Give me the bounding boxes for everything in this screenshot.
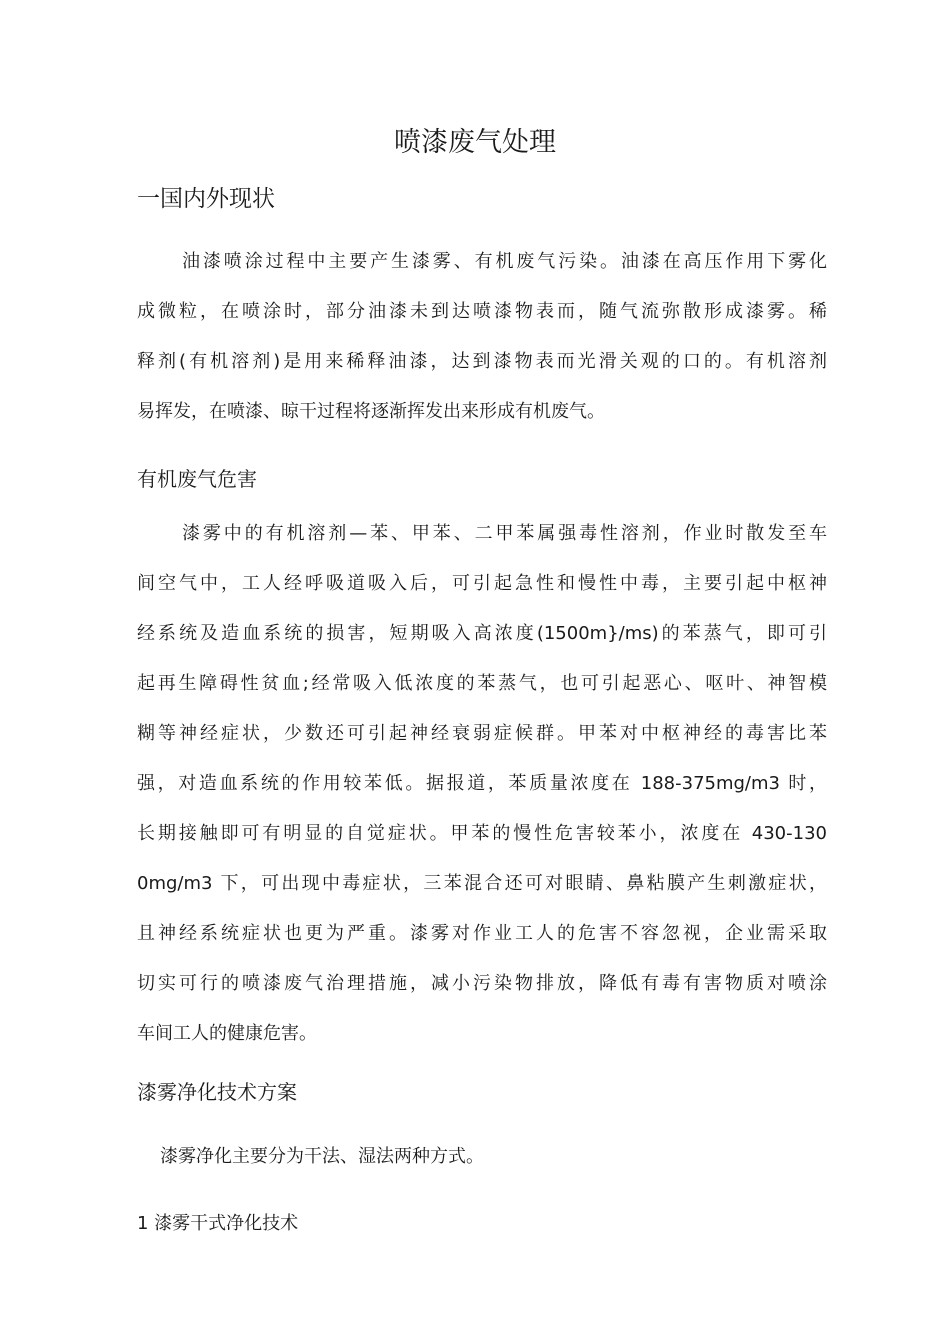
section-heading-purification: 漆雾净化技术方案: [137, 1080, 297, 1104]
paragraph-line: 0mg/m3 下，可出现中毒症状，三苯混合还可对眼睛、鼻粘膜产生刺激症状，: [137, 873, 827, 894]
paragraph-line: 成微粒，在喷涂时，部分油漆未到达喷漆物表而，随气流弥散形成漆雾。稀: [137, 301, 827, 322]
paragraph-line: 切实可行的喷漆废气治理措施，减小污染物排放，降低有毒有害物质对喷涂: [137, 973, 827, 994]
paragraph-line: 长期接触即可有明显的自觉症状。甲苯的慢性危害较苯小，浓度在 430-130: [137, 823, 827, 844]
paragraph-line: 油漆喷涂过程中主要产生漆雾、有机废气污染。油漆在高压作用下雾化: [182, 251, 827, 272]
paragraph-purification-intro: 漆雾净化主要分为干法、湿法两种方式。: [160, 1146, 484, 1167]
paragraph-line: 间空气中，工人经呼吸道吸入后，可引起急性和慢性中毒，主要引起中枢神: [137, 573, 827, 594]
paragraph-line: 糊等神经症状，少数还可引起神经衰弱症候群。甲苯对中枢神经的毒害比苯: [137, 723, 827, 744]
paragraph-line: 漆雾中的有机溶剂—苯、甲苯、二甲苯属强毒性溶剂，作业时散发至车: [182, 523, 827, 544]
paragraph-hazards: [137, 509, 827, 1059]
paragraph-status: [137, 237, 827, 437]
paragraph-line: 且神经系统症状也更为严重。漆雾对作业工人的危害不容忽视，企业需采取: [137, 923, 827, 944]
paragraph-line: 经系统及造血系统的损害，短期吸入高浓度(1500m}/ms)的苯蒸气，即可引: [137, 623, 827, 644]
section-heading-status: 一国内外现状: [137, 186, 275, 212]
section-heading-hazards: 有机废气危害: [137, 467, 257, 491]
paragraph-line: 强，对造血系统的作用较苯低。据报道，苯质量浓度在 188-375mg/m3 时，: [137, 773, 827, 794]
document-title: 喷漆废气处理: [394, 127, 556, 158]
paragraph-line: 释剂(有机溶剂)是用来稀释油漆，达到漆物表而光滑关观的口的。有机溶剂: [137, 351, 827, 372]
paragraph-line: 易挥发，在喷漆、晾干过程将逐渐挥发出来形成有机废气。: [137, 401, 605, 422]
paragraph-line: 起再生障碍性贫血;经常吸入低浓度的苯蒸气，也可引起恶心、呕叶、神智模: [137, 673, 827, 694]
paragraph-line: 车间工人的健康危害。: [137, 1023, 317, 1044]
item-heading-dry-purification: 1 漆雾干式净化技术: [137, 1213, 299, 1234]
